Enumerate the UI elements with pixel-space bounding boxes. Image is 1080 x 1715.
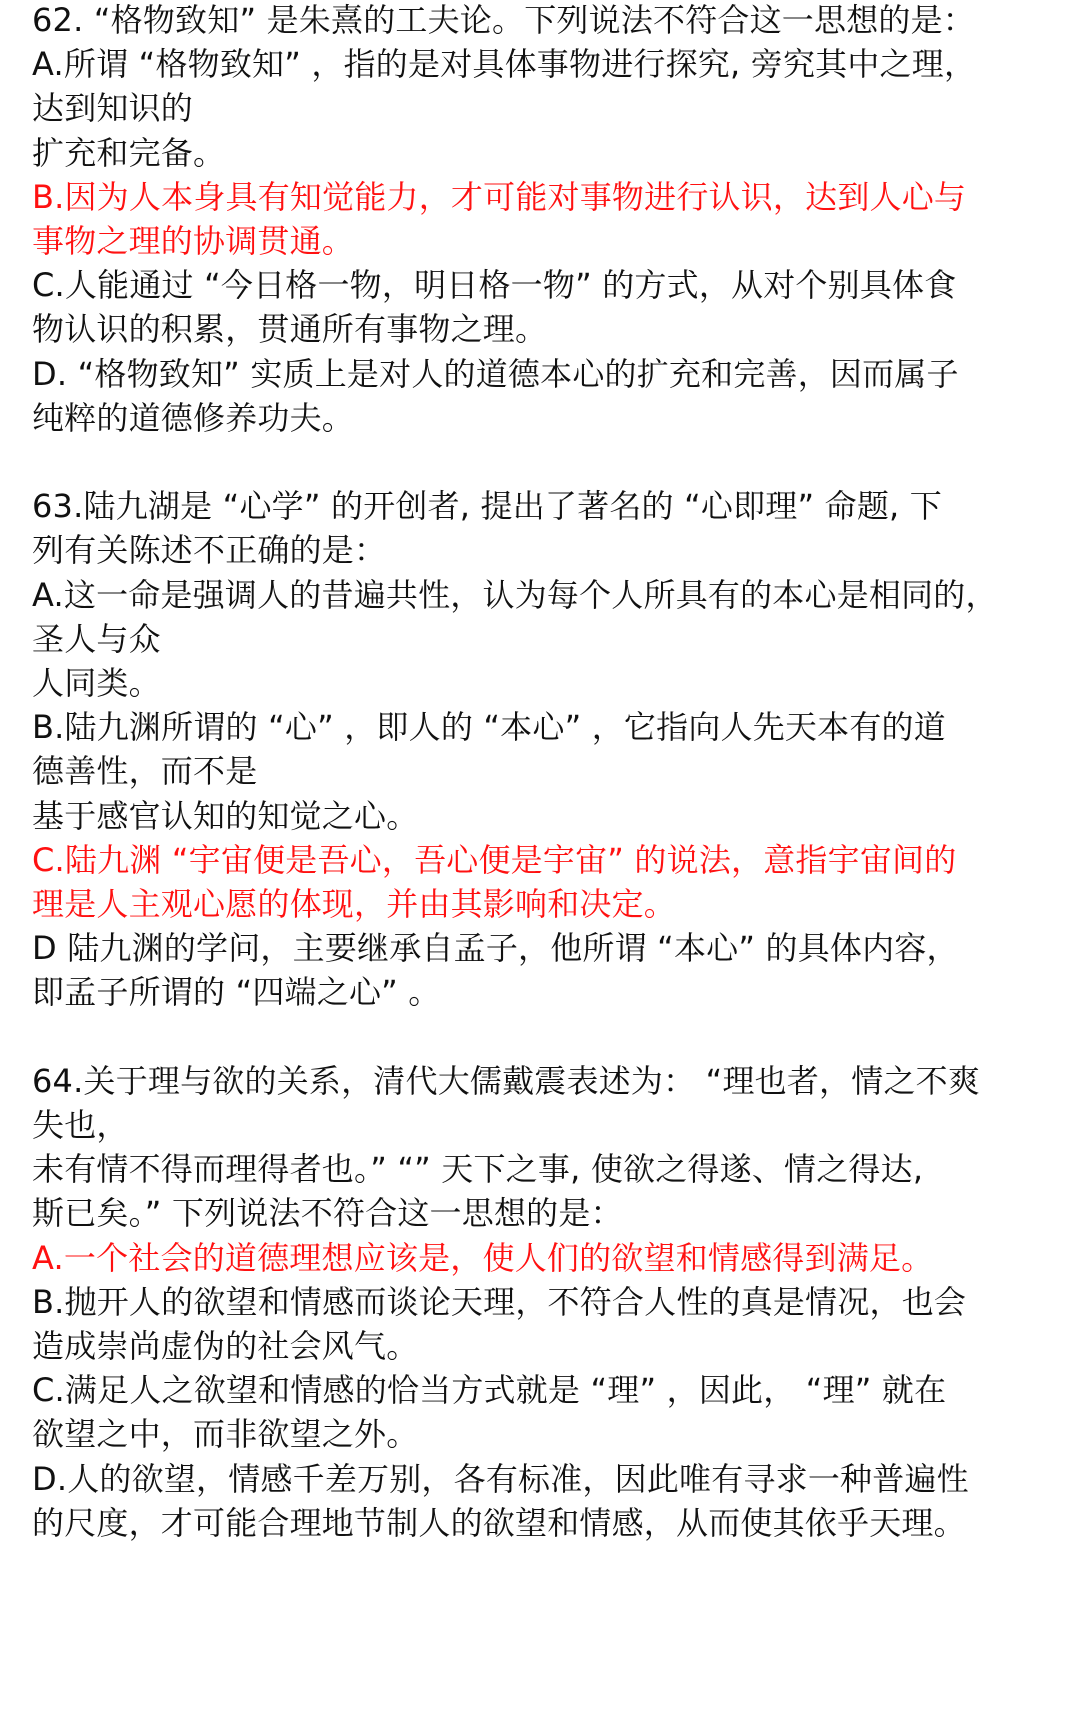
text-line: 即孟子所谓的 “四端之心” 。: [32, 973, 441, 1012]
text-line: 未有情不得而理得者也。” “” 天下之事, 使欲之得遂、情之得达,: [32, 1150, 924, 1189]
highlighted-text-line: B.因为人本身具有知觉能力，才可能对事物进行认识，达到人心与: [32, 177, 967, 216]
text-line: 欲望之中，而非欲望之外。: [32, 1415, 419, 1454]
text-line: 失也，: [32, 1106, 129, 1144]
text-line: B.陆九渊所谓的 “心” ，即人的 “本心” ，它指向人先天本有的道: [32, 708, 946, 747]
text-line: A.所谓 “格物致知” ，指的是对具体事物进行探究, 旁究其中之理，: [32, 45, 977, 84]
highlighted-text-line: A.一个社会的道德理想应该是，使人们的欲望和情感得到满足。: [32, 1238, 934, 1277]
text-line: D. “格物致知” 实质上是对人的道德本心的扩充和完善，因而属子: [32, 354, 959, 393]
highlighted-text-line: 理是人主观心愿的体现，并由其影响和决定。: [32, 885, 677, 923]
text-line: D.人的欲望，情感千差万别，各有标准，因此唯有寻求一种普遍性: [32, 1459, 969, 1498]
text-line: A.这一命是强调人的昔遍共性，认为每个人所具有的本心是相同的，: [32, 575, 998, 614]
text-line: 造成崇尚虚伪的社会风气。: [32, 1327, 419, 1365]
highlighted-text-line: 事物之理的协调贯通。: [32, 222, 355, 260]
text-line: 斯已矣。” 下列说法不符合这一思想的是：: [32, 1194, 623, 1233]
text-line: C.人能通过 “今日格一物，明日格一物” 的方式，从对个别具体食: [32, 266, 957, 305]
text-line: 列有关陈述不正确的是：: [32, 531, 387, 570]
text-line: 达到知识的: [32, 89, 194, 128]
text-line: 物认识的积累，贯通所有事物之理。: [32, 310, 548, 349]
highlighted-text-line: C.陆九渊 “宇宙便是吾心，吾心便是宇宙” 的说法，意指宇宙间的: [32, 840, 957, 879]
text-line: C.满足人之欲望和情感的恰当方式就是 “理” ，因此， “理” 就在: [32, 1371, 947, 1410]
text-line: 纯粹的道德修养功夫。: [32, 398, 355, 437]
text-line: B.抛开人的欲望和情感而谈论天理，不符合人性的真是情况，也会: [32, 1282, 967, 1321]
text-line: 扩充和完备。: [32, 133, 226, 172]
text-line: 基于感官认知的知觉之心。: [32, 796, 419, 835]
text-line: 德善性，而不是: [32, 752, 258, 791]
text-line: 的尺度，才可能合理地节制人的欲望和情感，从而使其依乎天理。: [32, 1503, 966, 1542]
text-line: 64.关于理与欲的关系，清代大儒戴震表述为： “理也者，情之不爽: [32, 1061, 981, 1100]
text-line: 63.陆九湖是 “心学” 的开创者, 提出了著名的 “心即理” 命题, 下: [32, 487, 942, 526]
text-line: 人同类。: [32, 664, 161, 702]
text-line: D 陆九渊的学问，主要继承自孟子，他所谓 “本心” 的具体内容，: [32, 929, 959, 968]
text-line: 圣人与众: [32, 619, 161, 658]
text-line: 62. “格物致知” 是朱熹的工夫论。下列说法不符合这一思想的是：: [32, 1, 975, 39]
